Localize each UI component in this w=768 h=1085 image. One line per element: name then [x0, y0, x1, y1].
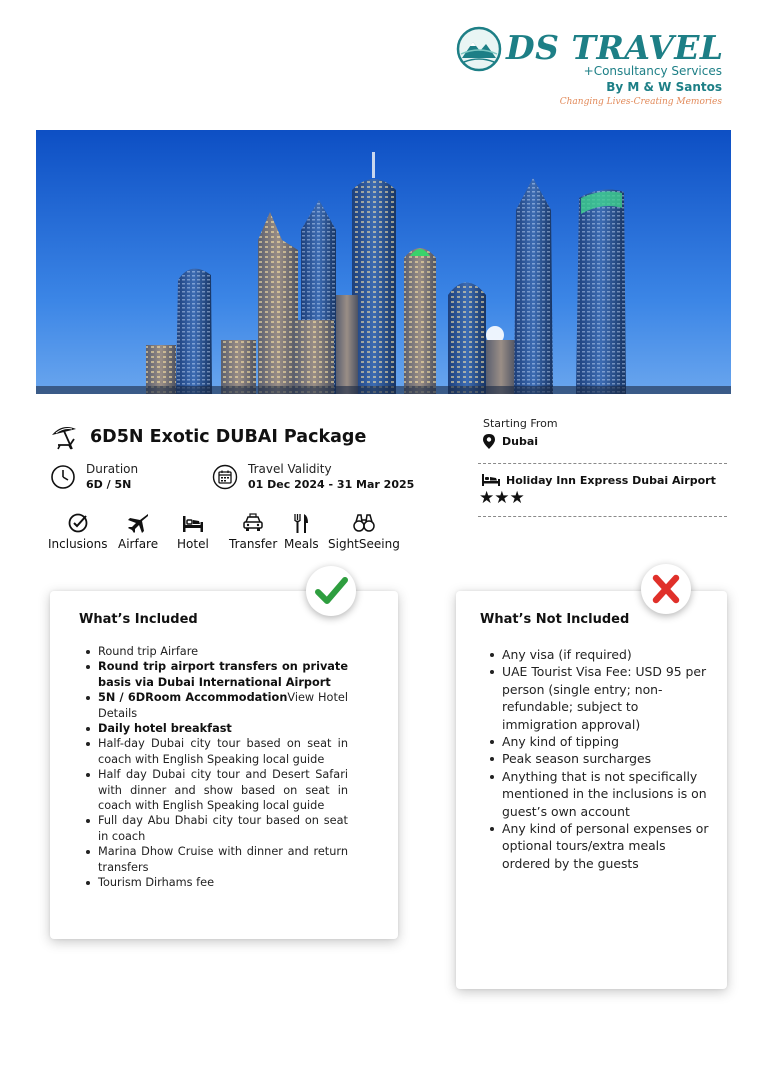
excluded-card	[456, 591, 727, 989]
excluded-item: Any kind of personal expenses or optional tours/extra meals ordered by the guests	[502, 820, 714, 872]
included-item-text: Half day Dubai city tour and Desert Safari with dinner and show based on seat in coach with English Speaking local guide	[98, 768, 348, 813]
destination-name: Dubai	[502, 435, 539, 448]
included-item-bold: Daily hotel breakfast	[98, 722, 232, 736]
feature-icons	[44, 512, 404, 556]
divider	[478, 516, 727, 517]
included-item	[98, 844, 348, 875]
included-item-text: Marina Dhow Cruise with dinner and return transfers	[98, 845, 348, 874]
included-item	[98, 875, 348, 890]
included-item	[98, 721, 348, 736]
included-list	[98, 644, 348, 891]
feature-airfare	[118, 512, 158, 551]
location-pin-icon	[483, 434, 495, 449]
included-item-bold: Round trip airport transfers on private basis via Dubai International Airport	[98, 660, 348, 689]
excluded-item: Any visa (if required)	[502, 646, 714, 663]
duration-label: Duration	[86, 462, 139, 476]
beach-umbrella-icon	[50, 423, 82, 451]
clock-icon	[50, 464, 76, 490]
feature-label: Meals	[284, 537, 319, 551]
feature-sightseeing	[328, 512, 400, 551]
included-item	[98, 659, 348, 690]
duration-block	[50, 462, 138, 492]
included-item-text: Tourism Dirhams fee	[98, 876, 215, 890]
duration-value: 6D / 5N	[86, 478, 132, 491]
feature-label: Airfare	[118, 537, 159, 551]
destination-row	[483, 434, 538, 449]
included-card	[50, 591, 398, 939]
included-item-text: View Hotel Details	[98, 691, 348, 720]
hotel-name: Holiday Inn Express Dubai Airport	[506, 473, 716, 487]
feature-transfer	[229, 512, 277, 551]
divider	[478, 463, 727, 464]
green-check-icon	[306, 566, 356, 616]
binoculars-icon	[352, 512, 376, 534]
feature-label: SightSeeing	[328, 537, 400, 551]
brand-name: DS TRAVEL	[506, 28, 724, 67]
brand-subtitle: +Consultancy Services	[583, 64, 722, 78]
feature-hotel	[177, 512, 209, 551]
bed-icon	[181, 512, 205, 534]
validity-value: 01 Dec 2024 - 31 Mar 2025	[248, 478, 415, 491]
brand-tagline: Changing Lives-Creating Memories	[559, 97, 722, 107]
cross-badge	[641, 564, 691, 614]
feature-label: Transfer	[229, 537, 278, 551]
feature-label: Hotel	[177, 537, 209, 551]
globe-mountain-icon	[456, 26, 502, 72]
included-item-text: Full day Abu Dhabi city tour based on seat in coach	[98, 814, 348, 843]
hotel-row	[482, 473, 716, 487]
check-circle-icon	[66, 512, 90, 534]
brand-logo	[456, 24, 728, 114]
included-item-text: Round trip Airfare	[98, 645, 199, 658]
hero-image-dubai-skyline	[36, 130, 731, 394]
feature-meals	[284, 512, 319, 551]
car-icon	[241, 512, 265, 534]
feature-label: Inclusions	[48, 537, 108, 551]
feature-inclusions	[48, 512, 107, 551]
excluded-item: Peak season surcharges	[502, 750, 714, 767]
calendar-icon	[212, 464, 238, 490]
included-item-bold: 5N / 6DRoom Accommodation	[98, 691, 288, 705]
included-item-text: Half-day Dubai city tour based on seat in coach with English Speaking local guide	[98, 737, 348, 766]
package-title: 6D5N Exotic DUBAI Package	[90, 427, 367, 447]
star-rating: ★★★	[479, 488, 525, 508]
red-cross-icon	[641, 564, 691, 614]
included-heading: What’s Included	[79, 612, 198, 627]
included-item	[98, 644, 348, 659]
starting-from-label: Starting From	[483, 417, 558, 430]
included-item	[98, 767, 348, 813]
included-item	[98, 736, 348, 767]
excluded-list	[502, 646, 714, 872]
included-item	[98, 690, 348, 721]
excluded-item: UAE Tourist Visa Fee: USD 95 per person (single entry; non-refundable; subject to immigration approval)	[502, 663, 714, 733]
brand-byline: By M & W Santos	[606, 80, 722, 94]
fork-knife-icon	[289, 512, 313, 534]
bed-icon	[482, 473, 500, 487]
package-title-row	[50, 423, 366, 451]
airplane-icon	[126, 512, 150, 534]
included-item	[98, 813, 348, 844]
excluded-item: Any kind of tipping	[502, 733, 714, 750]
excluded-item: Anything that is not specifically mentioned in the inclusions is on guest’s own account	[502, 768, 714, 820]
excluded-heading: What’s Not Included	[480, 612, 630, 627]
validity-label: Travel Validity	[248, 462, 332, 476]
check-badge	[306, 566, 356, 616]
validity-block	[212, 462, 414, 492]
